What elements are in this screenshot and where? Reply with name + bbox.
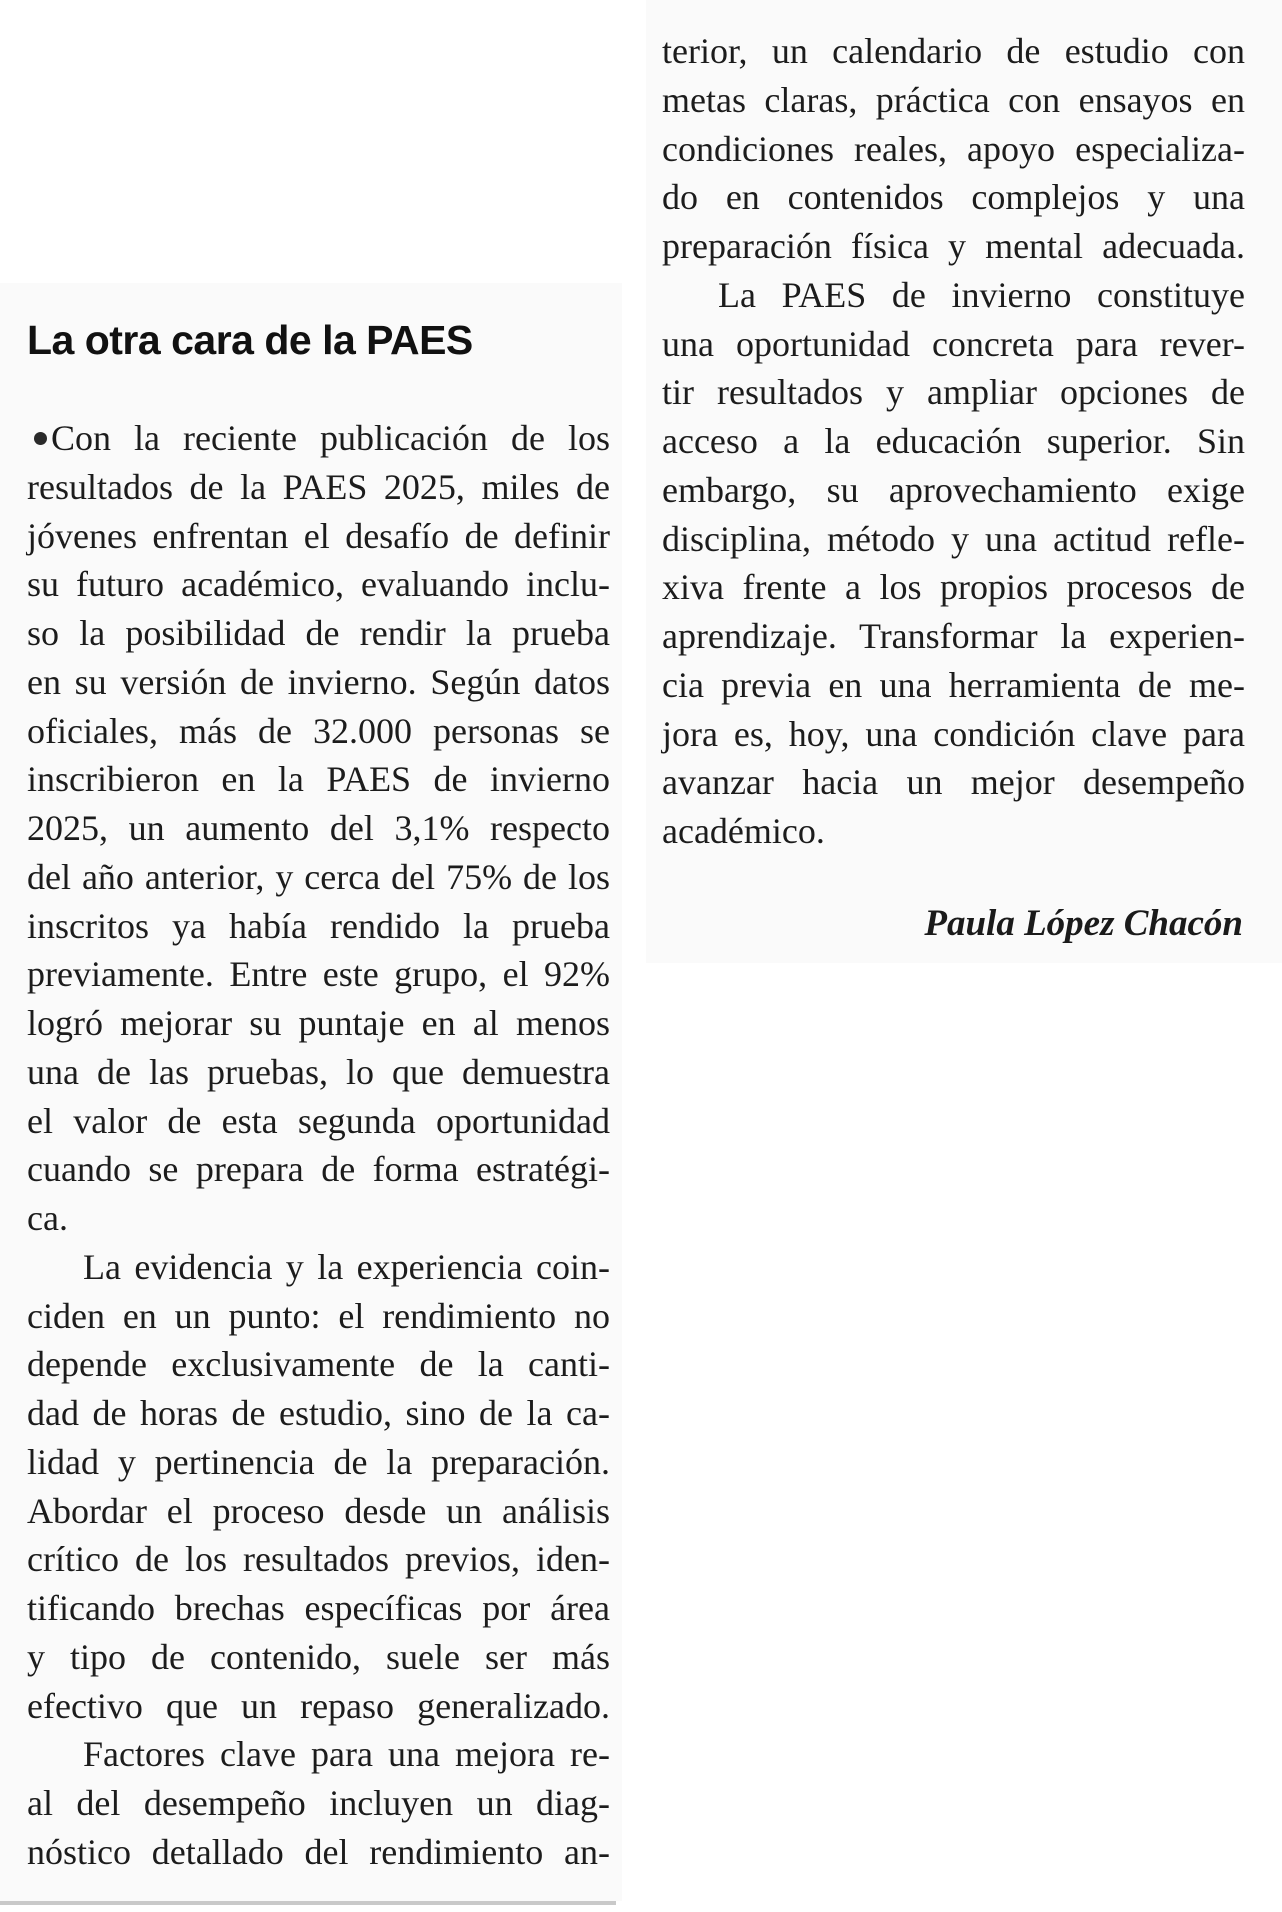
body-line: Factores clave para una mejora re- — [83, 1734, 610, 1775]
body-line: embargo, su aprovechamiento exige — [662, 469, 1245, 510]
bottom-divider — [0, 1901, 616, 1905]
body-line: cia previa en una herramienta de me- — [662, 664, 1245, 705]
body-line: oficiales, más de 32.000 personas se — [27, 710, 610, 751]
body-line: y tipo de contenido, suele ser más — [27, 1636, 610, 1677]
bullet-icon — [34, 432, 47, 445]
body-line: inscritos ya había rendido la prueba — [27, 905, 610, 946]
body-line: previamente. Entre este grupo, el 92% — [27, 954, 610, 995]
body-line: avanzar hacia un mejor desempeño — [662, 762, 1245, 803]
body-line: ciden en un punto: el rendimiento no — [27, 1295, 610, 1336]
body-line: tificando brechas específicas por área — [27, 1588, 610, 1628]
body-line: xiva frente a los propios procesos de — [662, 567, 1245, 608]
left-column — [27, 414, 610, 1877]
body-line: lidad y pertinencia de la preparación. — [27, 1441, 610, 1482]
body-line: una oportunidad concreta para rever- — [662, 323, 1245, 364]
paragraph — [662, 27, 1245, 271]
body-line: La PAES de invierno constituye — [718, 274, 1245, 315]
body-line: 2025, un aumento del 3,1% respecto — [27, 808, 610, 848]
body-line: jora es, hoy, una condición clave para — [662, 713, 1245, 754]
body-line: nóstico detallado del rendimiento an- — [27, 1831, 610, 1872]
body-line: terior, un calendario de estudio con — [662, 31, 1245, 71]
body-line: una de las pruebas, lo que demuestra — [27, 1051, 610, 1092]
body-line: aprendizaje. Transformar la experien- — [662, 616, 1245, 656]
body-line: cuando se prepara de forma estratégi- — [27, 1149, 610, 1190]
body-line: so la posibilidad de rendir la prueba — [27, 613, 610, 653]
body-line: al del desempeño incluyen un diag- — [27, 1783, 610, 1823]
article-title: La otra cara de la PAES — [27, 317, 473, 363]
body-line: disciplina, método y una actitud refle- — [662, 518, 1245, 559]
body-line: del año anterior, y cerca del 75% de los — [27, 856, 610, 897]
body-line: tir resultados y ampliar opciones de — [662, 372, 1245, 413]
body-line: dad de horas de estudio, sino de la ca- — [27, 1393, 610, 1433]
body-line: depende exclusivamente de la canti- — [27, 1344, 610, 1385]
body-line: efectivo que un repaso generalizado. — [27, 1685, 610, 1726]
lead-text: Con la reciente publicación de los — [51, 418, 610, 458]
body-line: La evidencia y la experiencia coin- — [83, 1246, 610, 1287]
body-line: resultados de la PAES 2025, miles de — [27, 466, 610, 507]
body-line: do en contenidos complejos y una — [662, 177, 1245, 218]
right-column — [662, 27, 1245, 856]
body-line: metas claras, práctica con ensayos en — [662, 79, 1245, 120]
body-line: preparación física y mental adecuada. — [662, 226, 1245, 266]
paragraph — [27, 1243, 610, 1731]
body-line: ca. — [27, 1198, 68, 1238]
body-line: acceso a la educación superior. Sin — [662, 421, 1245, 461]
body-line — [27, 414, 610, 463]
body-line: condiciones reales, apoyo especializa- — [662, 128, 1245, 169]
body-line: académico. — [662, 811, 825, 851]
author-byline: Paula López Chacón — [924, 903, 1243, 944]
body-line: en su versión de invierno. Según datos — [27, 661, 610, 702]
body-line: crítico de los resultados previos, iden- — [27, 1539, 610, 1580]
body-line: Abordar el proceso desde un análisis — [27, 1490, 610, 1531]
paragraph — [662, 271, 1245, 856]
body-line: jóvenes enfrentan el desafío de definir — [27, 515, 610, 556]
paragraph — [27, 1730, 610, 1876]
body-line: su futuro académico, evaluando inclu- — [27, 564, 610, 605]
body-line: el valor de esta segunda oportunidad — [27, 1100, 610, 1141]
body-line: logró mejorar su puntaje en al menos — [27, 1003, 610, 1043]
paragraph — [27, 414, 610, 1243]
body-line: inscribieron en la PAES de invierno — [27, 759, 610, 800]
